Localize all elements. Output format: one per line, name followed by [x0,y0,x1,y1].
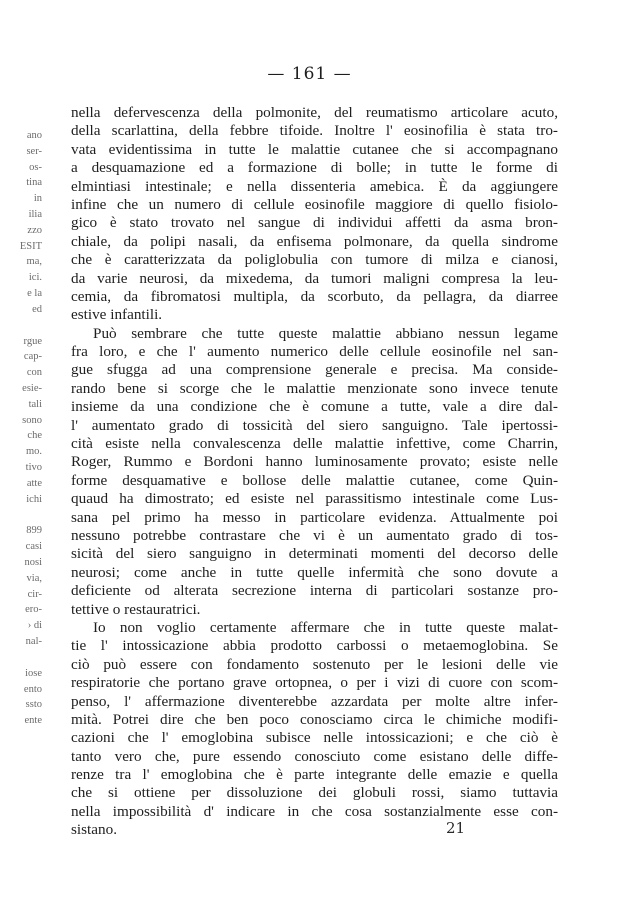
page-number: — 161 — [267,64,352,84]
text-line: nella impossibilità d' indicare in che cosa sostanzialmente esse con- [71,802,558,820]
text-line: neurosi; come anche in tutte quelle infermità che sono dovute a [71,563,558,581]
paragraph [71,325,558,619]
bleed-through-fragment: › di [27,620,42,632]
bleed-through-fragment: ento [23,683,42,695]
bleed-through-fragment: che [27,430,42,442]
text-line: estive infantili. [71,306,163,324]
text-line: Io non voglio certamente affermare che in tutte queste malat- [93,618,558,636]
text-line: nella defervescenza della polmonite, del reumatismo articolare acuto, [71,104,558,121]
bleed-through-column [6,128,42,745]
text-line: che si ottiene per dissoluzione dei globuli rossi, siamo tuttavia [71,784,558,802]
bleed-through-fragment: nosi [24,556,42,568]
text-line: Roger, Rummo e Bordoni hanno luminosamente provato; esiste nelle [71,453,558,471]
bleed-through-fragment: iose [25,667,42,679]
text-line: che è caratterizzata da poliglobulia con tumore di milza e cianosi, [71,251,558,269]
bleed-through-fragment: ichi [26,493,42,505]
bleed-through-fragment: ero- [25,604,42,616]
body-text [71,104,558,840]
bleed-gap [6,507,42,523]
bleed-through-fragment: ente [24,715,42,727]
signature-mark: 21 [446,819,466,837]
bleed-through-fragment: casi [25,541,42,553]
text-line: penso, l' affermazione diventerebbe azzardata per molte altre infer- [71,692,558,710]
bleed-through-fragment: ed [32,303,42,315]
text-line: renze tra l' emoglobina che è parte integrante delle emazie e quella [71,766,558,784]
text-line: chiale, da polipi nasali, da enfisema polmonare, da quella sindrome [71,232,558,250]
bleed-through-fragment: cir- [27,588,42,600]
text-line: quaud ha dimostrato; ed esiste nel parassitismo intestinale come Lus- [71,490,558,508]
bleed-through-fragment: cap- [23,351,42,363]
bleed-through-fragment: mo. [25,446,42,458]
text-line: vata evidentissima in tutte le malattie cutanee che si accompagnano [71,140,558,158]
bleed-through-fragment: ici. [28,272,42,284]
text-line: elmintiasi intestinale; e nella dissenteria amebica. È da aggiungere [71,177,558,195]
bleed-gap [6,729,42,745]
paragraph [71,619,558,840]
bleed-through-fragment: sono [22,414,42,426]
text-line: tanto vero che, pure essendo conosciuto come esistano delle diffe- [71,747,558,765]
bleed-through-fragment: ano [26,130,42,141]
text-line: a desquamazione ed a formazione di bolle; in tutte le forme di [71,159,558,177]
text-line: cemia, da fibromatosi multipla, da scorbuto, da pellagra, da diarree [71,287,558,305]
bleed-through-fragment: via, [26,572,42,584]
text-line: respiratorie che portano grave ortopnea, o per i vizi di cuore con scom- [71,674,558,692]
text-line: nessuno potrebbe contrastare che vi è un aumentato grado di tos- [71,526,558,544]
bleed-through-fragment: ilia [28,208,42,220]
bleed-through-fragment: tali [28,398,42,410]
bleed-through-fragment: ESIT [19,240,42,252]
text-line: tie l' intossicazione abbia prodotto carbossi o metaemoglobina. Se [71,637,558,655]
bleed-gap [6,318,42,334]
bleed-through-fragment: zzo [27,224,42,236]
text-line: deficiente od alterata secrezione interna di particolari sostanze pro- [71,582,558,600]
text-line: gico è stato trovato nel sangue di individui affetti da asma bron- [71,214,558,232]
bleed-through-fragment: 899 [26,525,42,537]
bleed-through-fragment: atte [26,477,42,489]
text-line: ciò può essere con fondamento sostenuto per le lesioni delle vie [71,655,558,673]
text-line: rando bene si scorge che le malattie menzionate sono invece tenute [71,379,558,397]
text-line: cità esiste nella convalescenza delle malattie infettive, come Charrin, [71,435,558,453]
text-line: forme desquamative e bollose delle malattie cutanee, come Quin- [71,471,558,489]
text-line: tettive o restauratrici. [71,600,201,618]
bleed-through-fragment: rgue [23,335,42,347]
text-line: gue sfugga ad una comprensione generale e precisa. Ma conside- [71,361,558,379]
bleed-through-fragment: con [26,367,42,379]
bleed-gap [6,650,42,666]
bleed-through-fragment: ser- [26,145,42,157]
text-line: della scarlattina, della febbre tifoide. Inoltre l' eosinofilia è stata tro- [71,122,558,140]
text-line: sicità del siero sanguigno in determinati momenti del decorso delle [71,545,558,563]
text-line: mità. Potrei dire che ben poco conosciamo circa le chimiche modifi- [71,710,558,728]
bleed-through-fragment: esie- [22,382,42,394]
text-line: l' aumentato grado di tossicità del siero sanguigno. Tale ipertossi- [71,416,558,434]
bleed-through-fragment: ssto [25,699,42,711]
text-line: sana pel primo ha messo in particolare evidenza. Attualmente poi [71,508,558,526]
text-line: insieme da una condizione che è comune a tutte, vale a dire dal- [71,398,558,416]
paragraph [71,104,558,325]
bleed-through-fragment: tivo [25,461,42,473]
text-line: Può sembrare che tutte queste malattie abbiano nessun legame [93,324,558,342]
bleed-through-fragment: nal- [25,635,42,647]
bleed-through-fragment: e la [27,287,42,299]
text-line: fra loro, e che l' aumento numerico delle cellule eosinofile nel san- [71,343,558,361]
bleed-through-fragment: tina [26,177,42,189]
bleed-through-fragment: ma, [26,256,42,268]
text-line: infine che un numero di cellule eosinofile maggiore di quello fisiolo- [71,195,558,213]
bleed-through-fragment: in [33,193,42,205]
text-line: sistano. [71,821,117,839]
bleed-through-fragment: os- [29,161,42,173]
text-line: cazioni che l' emoglobina subisce nelle intossicazioni; e che ciò è [71,729,558,747]
text-line: da varie neurosi, da mixedema, da tumori maligni compresa la leu- [71,269,558,287]
